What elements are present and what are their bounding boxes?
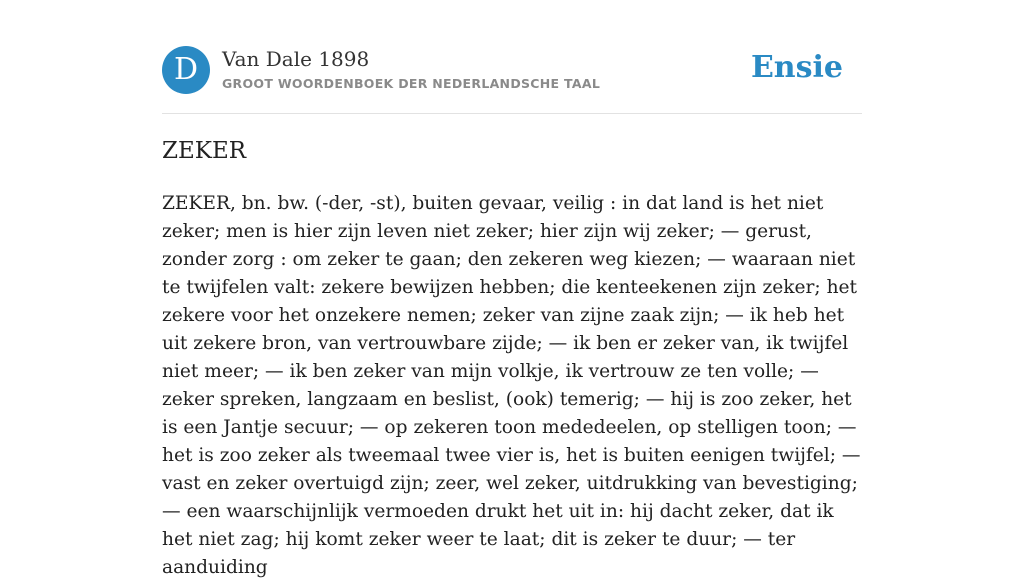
source-subtitle: GROOT WOORDENBOEK DER NEDERLANDSCHE TAAL xyxy=(222,76,601,91)
source-title[interactable]: Van Dale 1898 xyxy=(222,47,370,71)
divider xyxy=(162,113,862,114)
page-title: ZEKER xyxy=(162,138,247,164)
definition-text: ZEKER, bn. bw. (-der, -st), buiten gevaar, veilig : in dat land is het niet zeker; men is hier zijn leven niet zeker; hier zijn wij zeker; — gerust, zonder zorg : om zeker te gaan; den zekeren weg kiezen; — waaraan niet te twijfelen valt: zekere bewijzen hebben; die kenteekenen zijn zeker; het zekere voor het onzekere nemen; zeker van zijne zaak zijn; — ik heb het uit zekere bron, van vertrouwbare zijde; — ik ben er zeker van, ik twijfel niet meer; — ik ben zeker van mijn volkje, ik vertrouw ze ten volle; — zeker spreken, langzaam en beslist, (ook) temerig; — hij is zoo zeker, het is een Jantje secuur; — op zekeren toon mededeelen, op stelligen toon; — het is zoo zeker als tweemaal twee vier is, het is buiten eenigen twijfel; — vast en zeker overtuigd zijn; zeer, wel zeker, uitdrukking van bevestiging; — een waarschijnlijk vermoeden drukt het uit in: hij dacht zeker, dat ik het niet zag; hij komt zeker weer te laat; dit is zeker te duur; — ter aanduiding xyxy=(162,193,861,578)
header xyxy=(162,46,862,96)
avatar[interactable]: D xyxy=(162,46,210,94)
ensie-logo[interactable]: Ensie xyxy=(750,50,843,85)
